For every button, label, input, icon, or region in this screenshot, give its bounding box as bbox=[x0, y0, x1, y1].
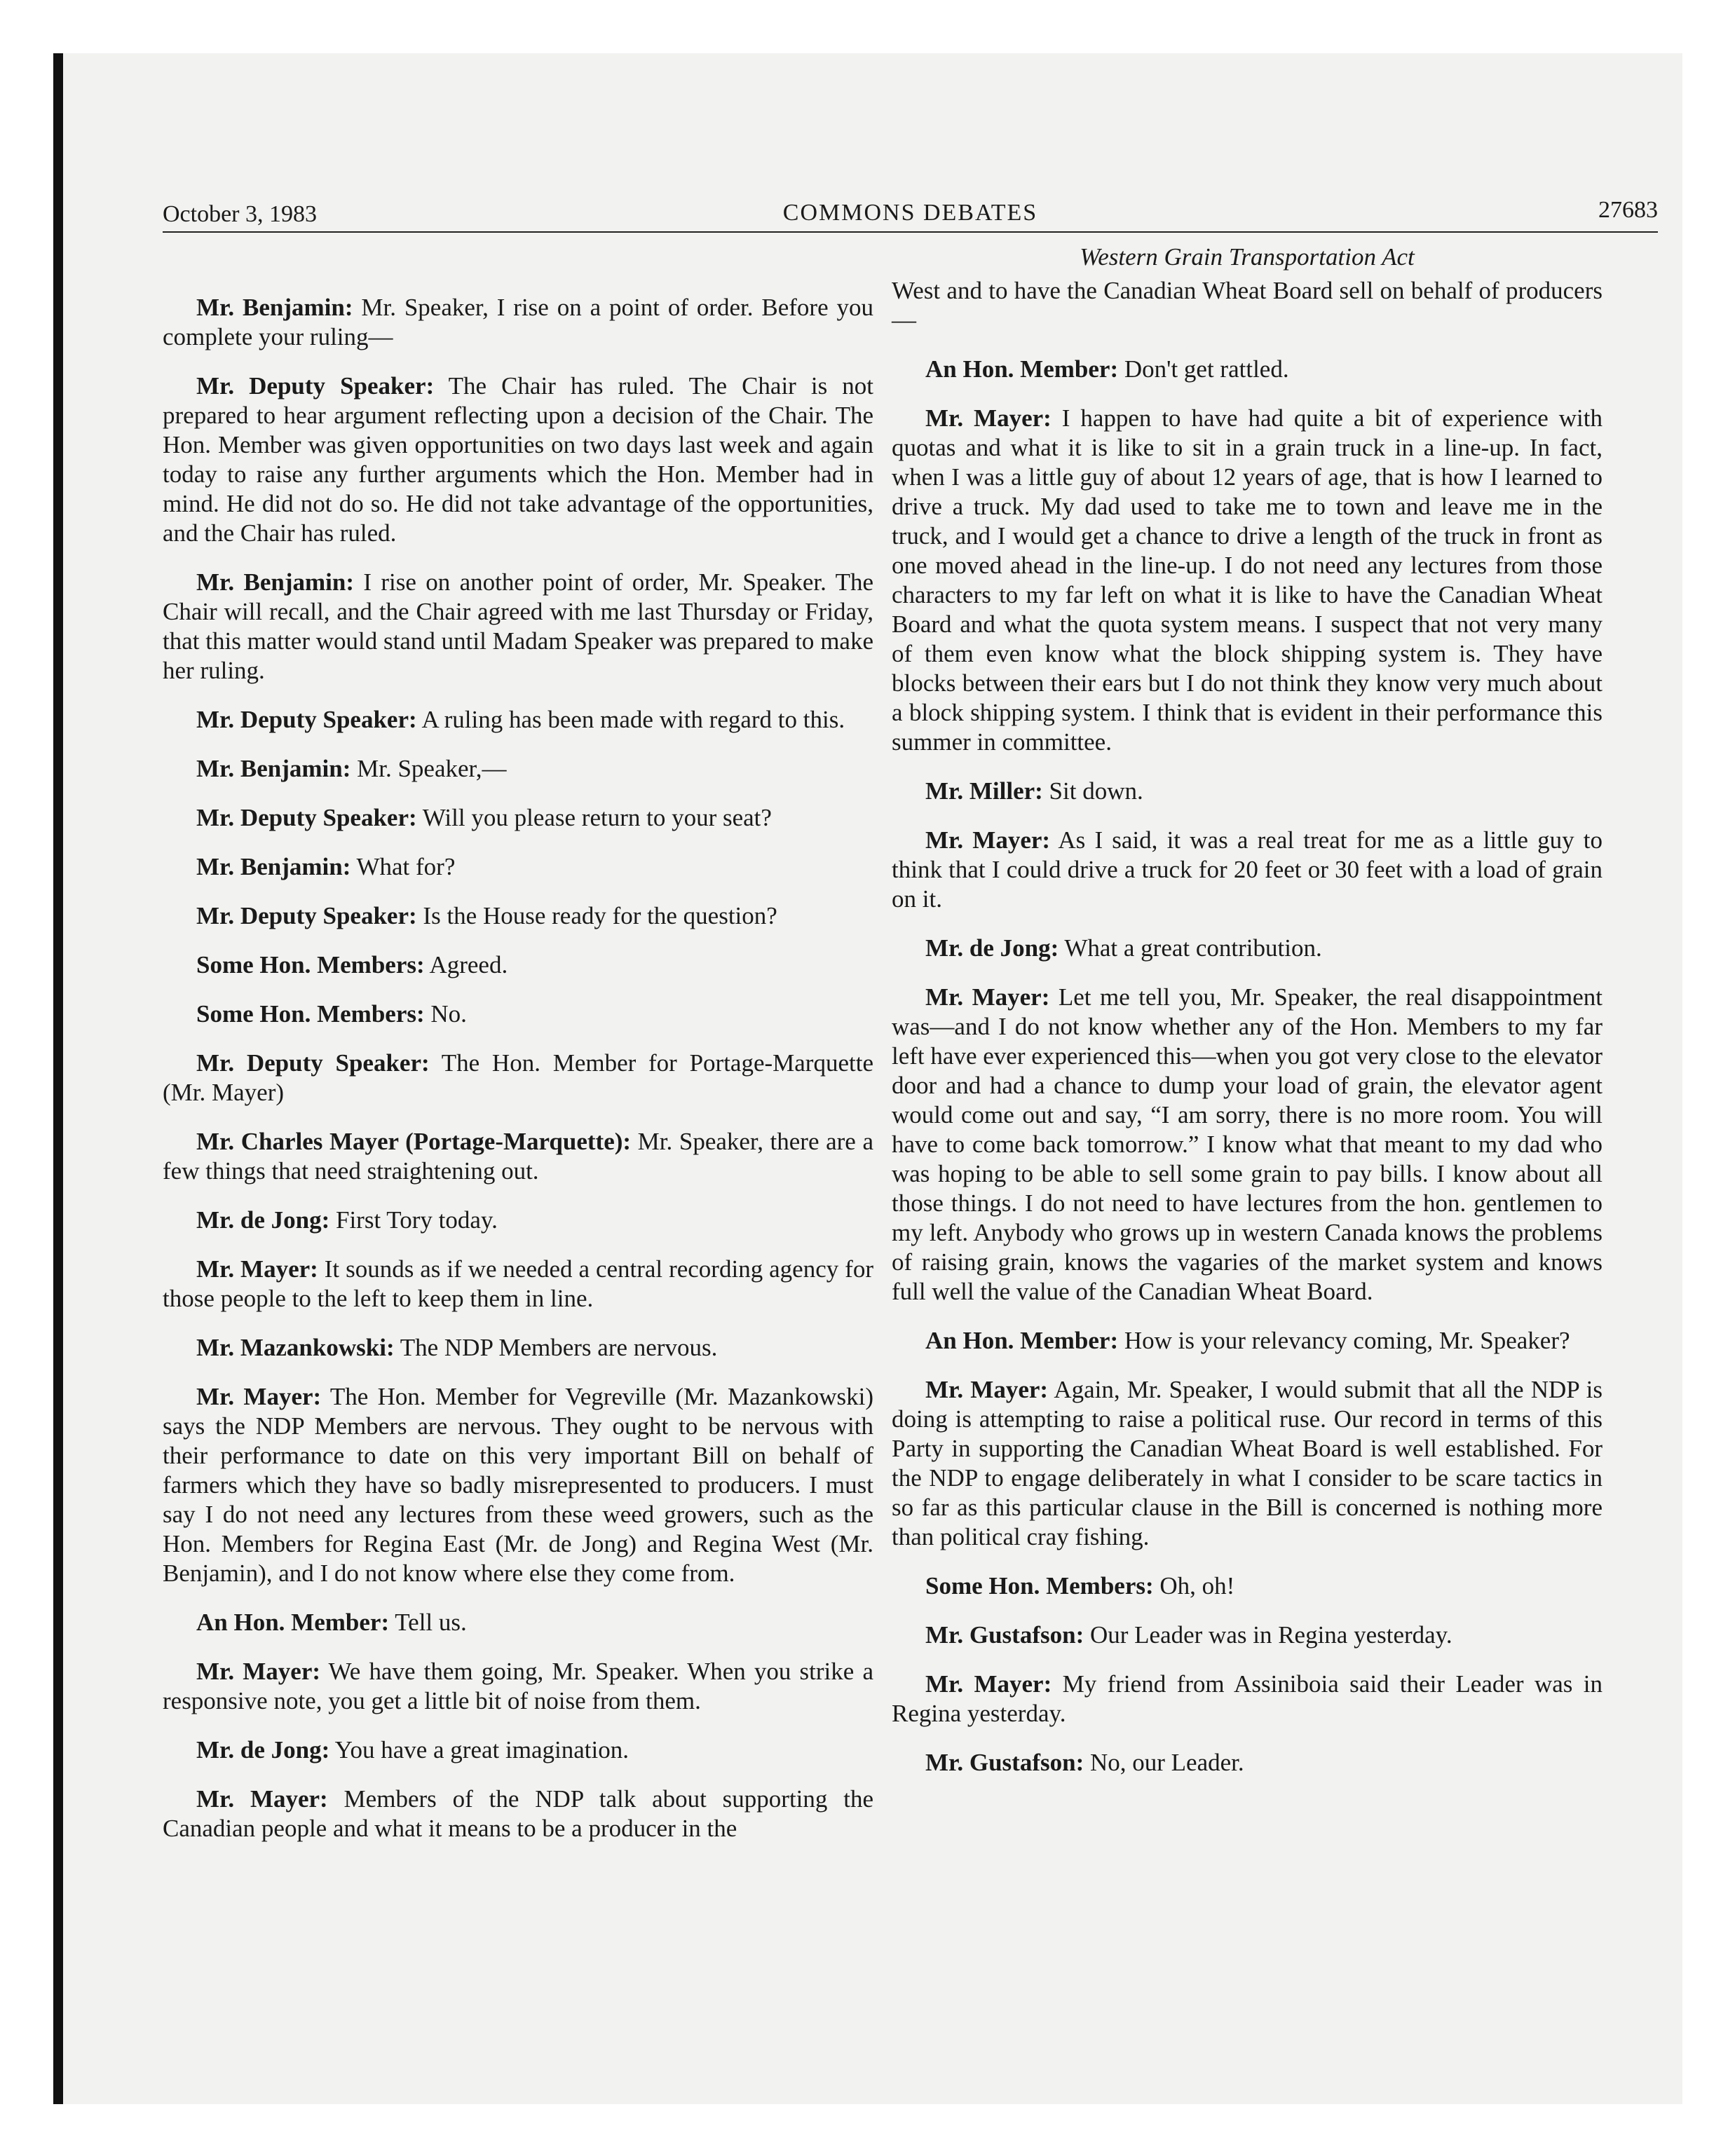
speech-paragraph bbox=[163, 371, 873, 548]
speech-paragraph bbox=[163, 803, 873, 833]
speaker-name: Mr. Miller: bbox=[925, 777, 1043, 805]
header-date: October 3, 1983 bbox=[163, 201, 318, 227]
speech-paragraph bbox=[163, 1333, 873, 1363]
speaker-name: Mr. Deputy Speaker: bbox=[196, 372, 435, 400]
speech-paragraph bbox=[163, 568, 873, 685]
speaker-name: Mr. Benjamin: bbox=[196, 568, 354, 596]
speech-text: Mr. Speaker, I rise on a point of order. Before you complete your ruling— bbox=[163, 294, 873, 350]
speech-paragraph bbox=[163, 1382, 873, 1588]
header-title: COMMONS DEBATES bbox=[782, 200, 1038, 226]
speech-text: Don't get rattled. bbox=[1118, 355, 1289, 383]
speech-text: First Tory today. bbox=[329, 1206, 498, 1234]
right-column bbox=[892, 243, 1603, 1797]
speech-paragraph bbox=[892, 355, 1603, 384]
speech-text: The NDP Members are nervous. bbox=[394, 1334, 718, 1361]
hansard-page bbox=[163, 144, 1658, 2079]
speaker-name: Some Hon. Members: bbox=[196, 951, 425, 978]
scanned-page bbox=[53, 53, 1682, 2104]
speaker-name: Mr. Mayer: bbox=[925, 404, 1052, 432]
speech-text: The Chair has ruled. The Chair is not prepared to hear argument reflecting upon a decision of the Chair. The Hon. Member was given opportunities on two days last week and again today to raise any further arguments which the Hon. Member had in mind. He did not do so. He did not take advantage of the opportunities, and the Chair has ruled. bbox=[163, 372, 873, 547]
speaker-name: Mr. Mayer: bbox=[196, 1658, 321, 1685]
speech-text: I rise on another point of order, Mr. Speaker. The Chair will recall, and the Chair agreed with me last Thursday or Friday, that this matter would stand until Madam Speaker was prepared to make her ruling. bbox=[163, 568, 874, 684]
speaker-name: Mr. Mazankowski: bbox=[196, 1334, 395, 1361]
speaker-name: Mr. Deputy Speaker: bbox=[196, 902, 417, 929]
speaker-name: Mr. Deputy Speaker: bbox=[196, 1049, 430, 1077]
speaker-name: Mr. Mayer: bbox=[196, 1383, 322, 1410]
speaker-name: Mr. Mayer: bbox=[925, 826, 1051, 854]
speech-paragraph bbox=[163, 705, 873, 735]
speaker-name: Mr. Charles Mayer (Portage-Marquette): bbox=[196, 1128, 632, 1155]
speaker-name: Mr. Gustafson: bbox=[925, 1749, 1084, 1776]
left-column bbox=[163, 293, 873, 1863]
speech-text: The Hon. Member for Vegreville (Mr. Mazankowski) says the NDP Members are nervous. They ought to be nervous with their performance to date on this very important Bill on behalf of farmers which they have so badly misrepresented to producers. I must say I do not need any lectures from these weed growers, such as the Hon. Members for Regina East (Mr. de Jong) and Regina West (Mr. Benjamin), and I do not know where else they come from. bbox=[163, 1383, 873, 1587]
header-page-number: 27683 bbox=[1598, 197, 1658, 223]
speech-paragraph bbox=[892, 1748, 1603, 1778]
speech-paragraph bbox=[163, 1608, 873, 1637]
speech-paragraph bbox=[163, 901, 873, 931]
speaker-name: Mr. de Jong: bbox=[196, 1206, 330, 1234]
speech-paragraph bbox=[163, 950, 873, 980]
speech-text: Members of the NDP talk about supporting the Canadian people and what it means to be a producer in the bbox=[163, 1785, 874, 1842]
speaker-name: Some Hon. Members: bbox=[925, 1572, 1154, 1599]
speech-paragraph bbox=[892, 983, 1603, 1306]
speech-text: Agreed. bbox=[424, 951, 508, 978]
speech-paragraph bbox=[892, 826, 1603, 914]
speech-paragraph bbox=[892, 1571, 1603, 1601]
speaker-name: Mr. Mayer: bbox=[196, 1255, 318, 1283]
speech-paragraph bbox=[163, 1657, 873, 1716]
speech-text: Mr. Speaker,— bbox=[351, 755, 507, 782]
speaker-name: An Hon. Member: bbox=[196, 1609, 390, 1636]
speaker-name: Mr. Benjamin: bbox=[196, 755, 351, 782]
speaker-name: Mr. de Jong: bbox=[196, 1736, 330, 1763]
speech-paragraph bbox=[892, 1621, 1603, 1650]
speech-text: Oh, oh! bbox=[1153, 1572, 1235, 1599]
right-paragraphs bbox=[892, 355, 1603, 1778]
speaker-name: Mr. Benjamin: bbox=[196, 294, 353, 321]
speaker-name: Mr. Mayer: bbox=[925, 983, 1050, 1011]
speech-text: Our Leader was in Regina yesterday. bbox=[1084, 1621, 1452, 1649]
speech-text: What a great contribution. bbox=[1059, 934, 1322, 962]
speaker-name: Mr. Deputy Speaker: bbox=[196, 804, 417, 831]
speaker-name: Mr. Mayer: bbox=[925, 1670, 1052, 1698]
speech-paragraph bbox=[163, 1206, 873, 1235]
running-head: Western Grain Transportation Act bbox=[1080, 243, 1415, 271]
speech-text: It sounds as if we needed a central recording agency for those people to the left to keep them in line. bbox=[163, 1255, 873, 1312]
speaker-name: Mr. Benjamin: bbox=[196, 853, 351, 880]
speech-text: My friend from Assiniboia said their Leader was in Regina yesterday. bbox=[892, 1670, 1603, 1727]
speech-paragraph bbox=[163, 1785, 873, 1843]
speaker-name: Mr. Gustafson: bbox=[925, 1621, 1084, 1649]
speaker-name: Mr. de Jong: bbox=[925, 934, 1059, 962]
speech-text: Will you please return to your seat? bbox=[416, 804, 772, 831]
speech-paragraph bbox=[163, 1127, 873, 1186]
speaker-name: Some Hon. Members: bbox=[196, 1000, 425, 1028]
speech-text: Is the House ready for the question? bbox=[416, 902, 777, 929]
speech-text: Sit down. bbox=[1042, 777, 1143, 805]
speaker-name: An Hon. Member: bbox=[925, 355, 1119, 383]
speech-text: We have them going, Mr. Speaker. When you strike a responsive note, you get a little bit of noise from them. bbox=[163, 1658, 873, 1714]
speech-text: Again, Mr. Speaker, I would submit that all the NDP is doing is attempting to raise a political ruse. Our record in terms of this Party in supporting the Canadian Wheat Board is well established. For the NDP to engage deliberately in what I consider to be scare tactics in so far as this particular clause in the Bill is concerned is nothing more than political cray fishing. bbox=[892, 1376, 1603, 1550]
speech-text: I happen to have had quite a bit of experience with quotas and what it is like to sit in a grain truck in a line-up. In fact, when I was a little guy of about 12 years of age, that is how I learned to drive a truck. My dad used to take me to town and leave me in the truck, and I would get a chance to drive a length of the truck in front as one moved ahead in the line-up. I do not need any lectures from those characters to my far left on what it is like to have the Canadian Wheat Board and what the quota system means. I suspect that not very many of them even know what the block shipping system is. They have blocks between their ears but I do not think they know very much about a block shipping system. I think that is evident in their performance this summer in committee. bbox=[892, 404, 1603, 756]
speaker-name: An Hon. Member: bbox=[925, 1327, 1119, 1354]
speech-text: How is your relevancy coming, Mr. Speaker? bbox=[1118, 1327, 1570, 1354]
speech-text: No, our Leader. bbox=[1084, 1749, 1244, 1776]
speaker-name: Mr. Mayer: bbox=[925, 1376, 1049, 1403]
speech-paragraph bbox=[892, 934, 1603, 963]
speech-paragraph bbox=[892, 1326, 1603, 1356]
speaker-name: Mr. Mayer: bbox=[196, 1785, 328, 1813]
continuation-paragraph: West and to have the Canadian Wheat Board sell on behalf of producers— bbox=[892, 277, 1603, 334]
speaker-name: Mr. Deputy Speaker: bbox=[196, 706, 417, 733]
speech-paragraph bbox=[163, 1255, 873, 1314]
speech-text: No. bbox=[424, 1000, 467, 1028]
speech-text: You have a great imagination. bbox=[329, 1736, 629, 1763]
speech-text: The Hon. Member for Portage-Marquette (Mr. Mayer) bbox=[163, 1049, 873, 1106]
speech-paragraph bbox=[892, 1670, 1603, 1728]
speech-paragraph bbox=[892, 1375, 1603, 1552]
speech-text: Mr. Speaker, there are a few things that need straightening out. bbox=[163, 1128, 873, 1185]
speech-paragraph bbox=[892, 777, 1603, 806]
speech-paragraph bbox=[163, 1049, 873, 1107]
speech-paragraph bbox=[163, 293, 873, 352]
speech-text: Let me tell you, Mr. Speaker, the real disappointment was—and I do not know whether any of the Hon. Members to my far left have ever experienced this—when you got very close to the elevator door and had a chance to dump your load of grain, the elevator agent would come out and say, “I am sorry, there is no more room. You will have to come back tomorrow.” I know what that meant to my dad who was hoping to be able to sell some grain to pay bills. I know about all those things. I do not need to have lectures from the hon. gentlemen to my left. Anybody who grows up in western Canada knows the problems of raising grain, knows the vagaries of the market system and knows full well the value of the Canadian Wheat Board. bbox=[892, 983, 1603, 1305]
speech-paragraph bbox=[163, 999, 873, 1029]
speech-text: As I said, it was a real treat for me as a little guy to think that I could drive a truck for 20 feet or 30 feet with a load of grain on it. bbox=[892, 826, 1603, 913]
speech-text: A ruling has been made with regard to this. bbox=[416, 706, 845, 733]
speech-paragraph bbox=[163, 754, 873, 784]
speech-text: What for? bbox=[351, 853, 456, 880]
header-rule bbox=[163, 231, 1658, 233]
speech-paragraph bbox=[892, 404, 1603, 757]
speech-paragraph bbox=[163, 852, 873, 882]
speech-paragraph bbox=[163, 1735, 873, 1765]
speech-text: Tell us. bbox=[389, 1609, 467, 1636]
